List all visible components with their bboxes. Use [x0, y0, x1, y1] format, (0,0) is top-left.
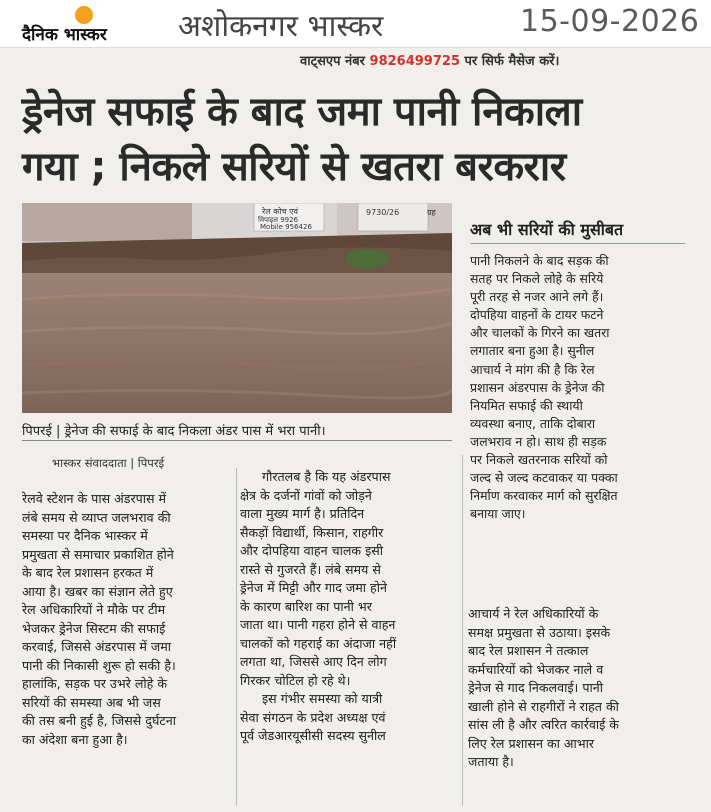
- text-line: प्रमुखता से समाचार प्रकाशित होने: [22, 546, 174, 562]
- text-line: भेजकर ड्रेनेज सिस्टम की सफाई: [22, 620, 166, 636]
- text-line: ड्रेनेज में मिट्टी और गाद जमा होने: [240, 580, 387, 595]
- text-line: रास्ते से गुजरते हैं। लंबे समय से: [240, 561, 381, 577]
- whatsapp-strip: [300, 51, 559, 69]
- headline-line-2: गया ; निकले सरियों से खतरा बरकरार: [22, 144, 566, 190]
- text-line: जताया है।: [468, 754, 514, 769]
- brand-name: दैनिक भास्कर: [22, 25, 107, 45]
- text-line: की तस बनी हुई है, जिससे दुर्घटना: [22, 713, 177, 728]
- text-line: लगातार बना हुआ है। सुनील: [470, 343, 595, 359]
- sidebar-divider: [470, 243, 685, 244]
- text-line: रेल अधिकारियों ने मौके पर टीम: [22, 602, 166, 617]
- text-line: पर निकले खतरनाक सरियों को: [470, 452, 608, 468]
- sidebar-body: [470, 252, 682, 523]
- text-line: जल्द से जल्द कटवाकर या पक्का: [470, 470, 618, 486]
- text-line: जाता था। पानी गहरा होने से वाहन: [240, 617, 396, 632]
- column-divider: [236, 468, 237, 806]
- text-line: व्यवस्था बनाए, ताकि दोबारा: [470, 415, 596, 431]
- photo-sign-text-4: 9730/26: [366, 208, 400, 217]
- text-line: सतह पर निकले लोहे के सरिये: [470, 271, 604, 287]
- text-line: गौरतलब है कि यह अंडरपास: [262, 469, 391, 484]
- text-line: आया है। खबर का संज्ञान लेते हुए: [22, 583, 173, 599]
- text-line: का अंदेशा बना हुआ है।: [22, 731, 128, 747]
- text-line: खाली होने से राहगीरों ने राहत की: [468, 698, 619, 714]
- headline-line-1: ड्रेनेज सफाई के बाद जमा पानी निकाला: [22, 89, 582, 135]
- underpass-photo-illustration: [22, 203, 452, 413]
- text-line: दोपहिया वाहनों के टायर फटने: [470, 307, 604, 323]
- text-line: आचार्य ने मांग की है कि रेल: [470, 361, 595, 377]
- text-line: बाद रेल प्रशासन ने तत्काल: [468, 643, 589, 658]
- text-line: ड्रेनेज से गाद निकलवाई। पानी: [468, 680, 603, 695]
- edition-title: अशोकनगर भास्कर: [178, 9, 384, 44]
- caption-divider: [22, 440, 452, 441]
- photo-sign-text-2: मिपाइल 9926: [258, 216, 299, 224]
- text-line: के बाद रेल प्रशासन हरकत में: [22, 565, 154, 580]
- text-line: इस गंभीर समस्या को यात्री: [262, 691, 383, 706]
- photo-sign-text-3: Mobile 956426: [260, 223, 312, 231]
- text-line: और दोपहिया वाहन चालक इसी: [240, 543, 384, 558]
- sidebar-heading: अब भी सरियों की मुसीबत: [470, 220, 624, 239]
- text-line: समस्या पर दैनिक भास्कर में: [22, 528, 148, 543]
- text-line: सैकड़ों विद्यार्थी, किसान, राहगीर: [240, 524, 384, 540]
- text-line: रेलवे स्टेशन के पास अंडरपास में: [22, 491, 167, 506]
- text-line: सेवा संगठन के प्रदेश अध्यक्ष एवं: [240, 709, 386, 725]
- photo-sign-text-5: ग्रह: [427, 208, 436, 217]
- article-column-2: [240, 468, 458, 746]
- brand-logo: [22, 6, 152, 45]
- text-line: लंबे समय से व्याप्त जलभराव की: [22, 509, 171, 525]
- text-line: नियमित सफाई की स्थायी: [470, 397, 583, 413]
- text-line: आचार्य ने रेल अधिकारियों के: [468, 606, 599, 621]
- article-column-1: [22, 490, 232, 749]
- text-line: पानी निकलने के बाद सड़क की: [470, 253, 609, 268]
- text-line: प्रशासन अंडरपास के ड्रेनेज की: [470, 379, 605, 395]
- text-line: कर्मचारियों को भेजकर नाले व: [468, 661, 604, 677]
- text-line: लिए रेल प्रशासन का आभार: [468, 735, 595, 751]
- edition-date: 15-09-2026: [520, 4, 700, 39]
- byline: भास्कर संवाददाता | पिपरई: [52, 456, 165, 470]
- text-line: सांस ली है और त्वरित कार्रवाई के: [468, 717, 619, 732]
- text-line: जलभराव न हो। साथ ही सड़क: [470, 433, 607, 449]
- photo-caption: पिपरई | ड्रेनेज की सफाई के बाद निकला अंडर पास में भरा पानी।: [22, 424, 326, 439]
- text-line: लगता था, जिससे आए दिन लोग: [240, 654, 387, 669]
- strip-suffix: पर सिर्फ मैसेज करें।: [464, 54, 560, 69]
- text-line: क्षेत्र के दर्जनों गांवों को जोड़ने: [240, 487, 372, 503]
- text-line: समक्ष प्रमुखता से उठाया। इसके: [468, 624, 611, 640]
- text-line: पूर्व जेडआरयूसीसी सदस्य सुनील: [240, 728, 386, 743]
- article-column-3: [468, 605, 688, 772]
- text-line: हालांकि, सड़क पर उभरे लोहे के: [22, 676, 167, 691]
- whatsapp-number: 9826499725: [369, 54, 460, 69]
- masthead: [0, 0, 711, 48]
- text-line: के कारण बारिश का पानी भर: [240, 598, 372, 614]
- text-line: और चालकों के गिरने का खतरा: [470, 325, 610, 341]
- text-line: करवाई, जिससे अंडरपास में जमा: [22, 639, 172, 654]
- text-line: चालकों को गहराई का अंदाजा नहीं: [240, 635, 397, 651]
- text-line: बनाया जाए।: [470, 506, 526, 522]
- text-line: वाला मुख्य मार्ग है। प्रतिदिन: [240, 506, 365, 521]
- text-line: निर्माण करवाकर मार्ग को सुरक्षित: [470, 488, 618, 504]
- photo-sign-text-1: रेल कोच एवं: [262, 207, 298, 216]
- strip-prefix: वाट्सएप नंबर: [300, 54, 365, 69]
- text-line: पानी की निकासी शुरू हो सकी है।: [22, 657, 176, 673]
- text-line: पूरी तरह से नजर आने लगे हैं।: [470, 289, 604, 305]
- text-line: सरियों की समस्या अब भी जस: [22, 694, 161, 710]
- news-photo: [22, 203, 452, 413]
- text-line: गिरकर चोटिल हो रहे थे।: [240, 672, 351, 688]
- column-divider: [462, 455, 463, 806]
